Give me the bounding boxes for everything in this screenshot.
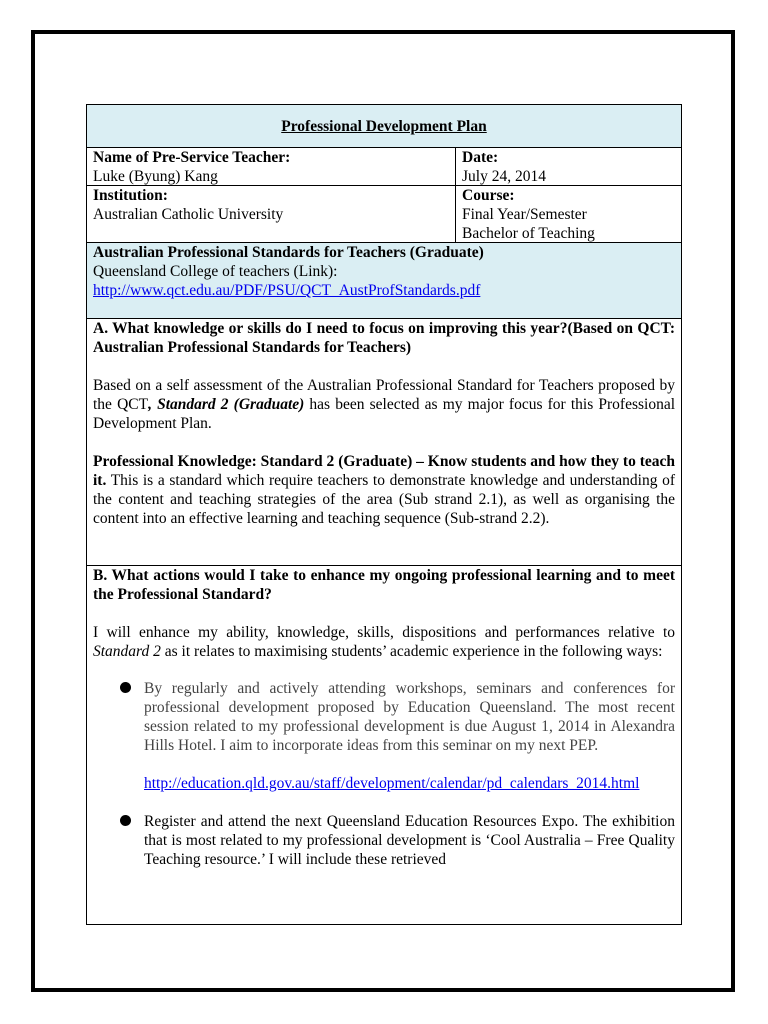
bullet-icon <box>120 815 131 826</box>
bullet-2-text: Register and attend the next Queensland Education Resources Expo. The exhibition that is most related to my professional development is ‘Cool Australia – Free Quality Teaching resource.’ I will include these retrieved <box>144 813 675 868</box>
standards-title: Australian Professional Standards for Teachers (Graduate) <box>93 244 484 261</box>
teacher-name: Luke (Byung) Kang <box>93 168 218 185</box>
calendar-link[interactable]: http://education.qld.gov.au/staff/development/calendar/pd_calendars_2014.html <box>144 775 640 792</box>
section-b-p1-text-end: as it relates to maximising students’ academic experience in the following ways: <box>160 643 663 660</box>
section-b <box>87 566 681 869</box>
title-row <box>87 105 681 148</box>
bullet-1-text: By regularly and actively attending workshops, seminars and conferences for professional development proposed by Education Queensland. The most recent session related to my professional development is due August 1, 2014 in Alexandra Hills Hotel. I aim to incorporate ideas from this seminar on my next PEP. <box>144 680 675 754</box>
actions-list <box>93 679 675 869</box>
section-a-paragraph-1 <box>93 376 675 433</box>
section-b-paragraph-1 <box>93 623 675 661</box>
teacher-label: Name of Pre-Service Teacher: <box>93 149 291 166</box>
institution-value: Australian Catholic University <box>93 206 284 223</box>
teacher-cell <box>87 148 456 185</box>
list-item <box>93 812 675 869</box>
course-value-2: Bachelor of Teaching <box>462 225 595 242</box>
bullet-icon <box>120 682 131 693</box>
section-a-p1-text-end: has been selected as my major focus for this Professional Development Plan. <box>93 396 676 432</box>
section-a <box>87 319 681 566</box>
institution-label: Institution: <box>93 187 168 204</box>
course-value-1: Final Year/Semester <box>462 206 587 223</box>
section-a-paragraph-2 <box>93 452 675 528</box>
institution-course-row <box>87 186 681 243</box>
section-a-p1-emphasis: , Standard 2 (Graduate) <box>148 396 305 413</box>
section-a-p2-bold: Professional Knowledge: Standard 2 (Graduate) – Know students and how they to teach it. <box>93 453 675 489</box>
section-a-p1-text: Based on a self assessment of the Australian Professional Standard for Teachers proposed by the QCT <box>93 377 675 413</box>
date-cell <box>456 148 681 185</box>
section-b-p1-emphasis: Standard 2 <box>93 643 161 660</box>
date-value: July 24, 2014 <box>462 168 546 185</box>
standards-link[interactable]: http://www.qct.edu.au/PDF/PSU/QCT_AustProfStandards.pdf <box>93 282 481 299</box>
section-b-p1-text: I will enhance my ability, knowledge, skills, dispositions and performances relative to <box>93 624 675 641</box>
teacher-date-row <box>87 148 681 186</box>
list-item <box>93 679 675 793</box>
page-title: Professional Development Plan <box>281 117 487 135</box>
institution-cell <box>87 186 456 242</box>
standards-subtitle: Queensland College of teachers (Link): <box>93 263 338 280</box>
pd-plan-table <box>86 104 682 925</box>
section-a-p2-text: This is a standard which require teachers to demonstrate knowledge and understanding of the content and teaching strategies of the area (Sub strand 2.1), as well as organising the content into an effective learning and teaching sequence (Sub-strand 2.2). <box>93 472 675 527</box>
course-cell <box>456 186 681 242</box>
date-label: Date: <box>462 149 499 166</box>
section-a-question: A. What knowledge or skills do I need to focus on improving this year?(Based on QCT: Australian Professional Standards for Teachers) <box>93 320 675 356</box>
section-b-question: B. What actions would I take to enhance my ongoing professional learning and to meet the Professional Standard? <box>93 567 675 603</box>
course-label: Course: <box>462 187 515 204</box>
standards-row <box>87 243 681 319</box>
